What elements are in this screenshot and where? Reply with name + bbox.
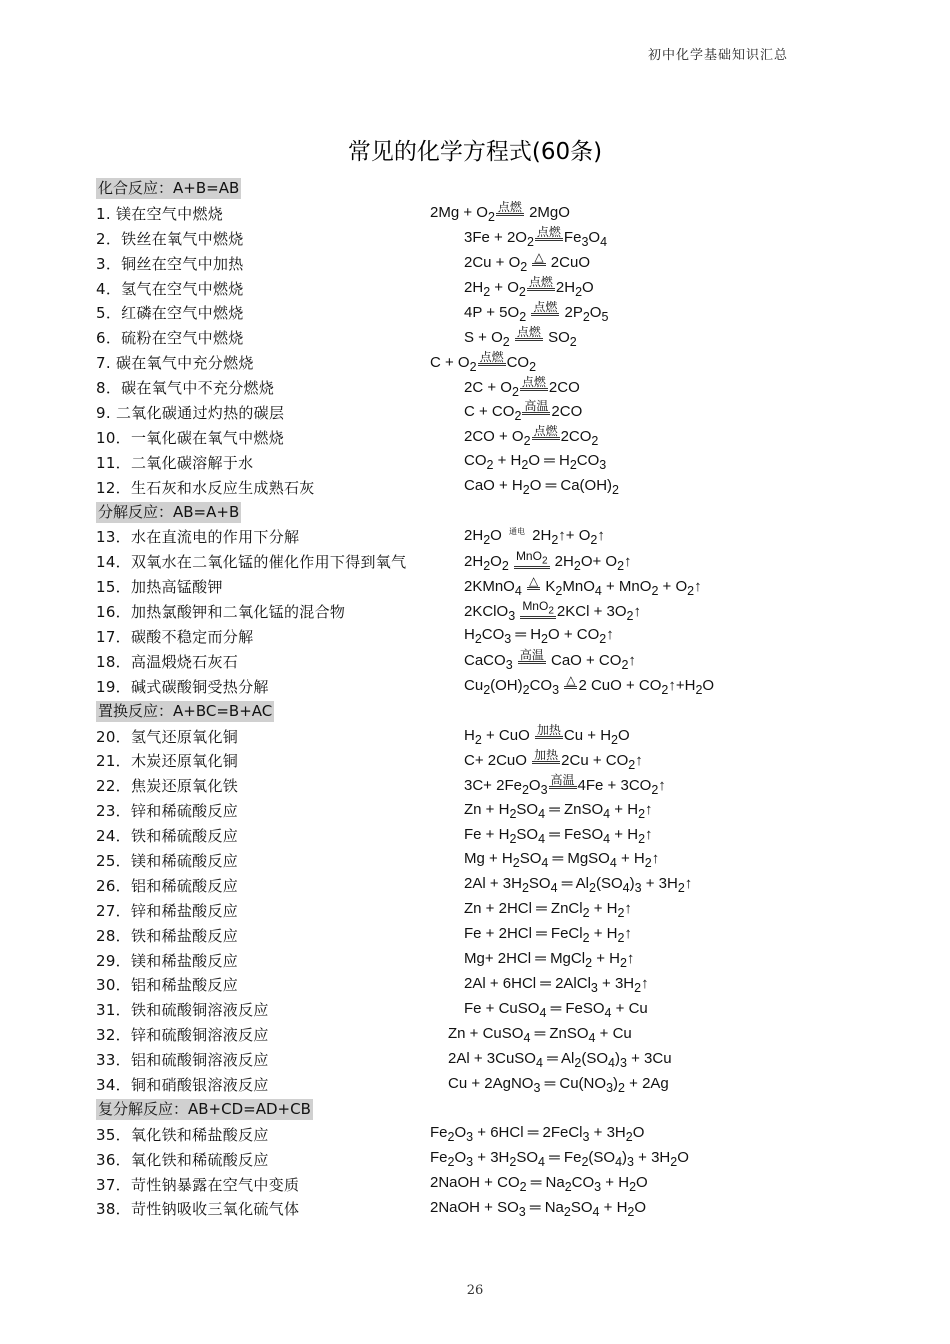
reaction-description: 28．铁和稀盐酸反应: [96, 926, 239, 945]
reaction-description: 8．碳在氧气中不充分燃烧: [96, 379, 275, 398]
reaction-description: 11．二氧化碳溶解于水: [96, 453, 254, 472]
equation-row: [96, 400, 836, 425]
equation-row: [96, 1172, 836, 1197]
reaction-description: 20．氢气还原氧化铜: [96, 727, 239, 746]
equation-row: [96, 1072, 836, 1097]
reaction-description: 19．碱式碳酸铜受热分解: [96, 677, 269, 696]
reaction-description: 14．双氧水在二氧化锰的催化作用下得到氧气: [96, 553, 407, 572]
reaction-description: 1. 镁在空气中燃烧: [96, 204, 224, 223]
chemical-equation: $2H_2O_2$ MnO$_2$ $2H_2O+$ $O_2↑$: [464, 548, 632, 573]
chemical-equation: $2CO + O_2$点燃 $2CO_2$: [464, 424, 599, 449]
section-heading: 化合反应：A+B=AB: [98, 178, 240, 197]
chemical-equation: $3C+ 2Fe_2O_3$高温 $4Fe + 3CO_2↑$: [464, 772, 666, 797]
chemical-equation: 2KMnO$_4$ △ $K_2MnO_4 + MnO_2$ + $O_2↑$: [464, 573, 702, 598]
chemical-equation: CaO + $H_2O$ ═ $Ca(OH)_2$: [464, 477, 619, 498]
chemical-equation: Fe + 2HCl ═ FeCl$_2$ + $H_2↑$: [464, 925, 632, 946]
reaction-description: 27．锌和稀盐酸反应: [96, 901, 239, 920]
reaction-description: 36．氧化铁和稀硫酸反应: [96, 1150, 269, 1169]
equation-row: [96, 997, 836, 1022]
equation-row: [96, 375, 836, 400]
chemical-equation: $Mg + H_2SO_4$ ═ MgSO$_4$ + $H_2↑$: [464, 850, 660, 871]
chemical-equation: Mg+ 2HCl ═ MgCl$_2$ + $H_2↑$: [464, 950, 635, 971]
chemical-equation: Fe + CuSO$_4$ ═ FeSO$_4$ + Cu: [464, 999, 648, 1020]
chemical-equation: $CO_2 + H_2O$ ═ $H_2CO_3$: [464, 452, 607, 473]
chemical-equation: $2H_2O$ 通电 $2H_2↑+$ $O_2↑$: [464, 527, 605, 548]
reaction-description: 23．锌和稀硫酸反应: [96, 802, 239, 821]
equation-row: [96, 748, 836, 773]
equation-row: [96, 873, 836, 898]
reaction-description: 4．氢气在空气中燃烧: [96, 279, 244, 298]
equation-row: [96, 1197, 836, 1222]
equation-row: [96, 1122, 836, 1147]
reaction-description: 29．镁和稀盐酸反应: [96, 951, 239, 970]
equation-row: [96, 948, 836, 973]
chemical-equation: $H_2$ + CuO 加热 $Cu + H_2O$: [464, 723, 630, 748]
equation-row: [96, 599, 836, 624]
chemical-equation: $Fe + H_2SO_4$ ═ FeSO$_4$ + $H_2↑$: [464, 825, 653, 846]
equation-row: [96, 649, 836, 674]
equation-row: [96, 425, 836, 450]
reaction-description: 32．锌和硫酸铜溶液反应: [96, 1026, 269, 1045]
equation-row: [96, 624, 836, 649]
reaction-description: 37．苛性钠暴露在空气中变质: [96, 1175, 300, 1194]
chemical-equation: $2C + O_2$点燃 2CO: [464, 374, 580, 399]
reaction-description: 38．苛性钠吸收三氧化硫气体: [96, 1200, 300, 1219]
equation-row: [96, 350, 836, 375]
equation-row: [96, 574, 836, 599]
reaction-description: 24．铁和稀硫酸反应: [96, 827, 239, 846]
reaction-description: 30．铝和稀盐酸反应: [96, 976, 239, 995]
equation-row: [96, 1147, 836, 1172]
reaction-description: 33．铝和硫酸铜溶液反应: [96, 1051, 269, 1070]
chemical-equation: C+ 2CuO 加热 $2Cu + CO_2↑$: [464, 747, 643, 772]
chemical-equation: $Cu_2(OH)_2CO_3$ △ 2 CuO + $CO_2↑+H_2O$: [464, 673, 715, 698]
equation-row: [96, 450, 836, 475]
chemical-equation: $4P + 5O_2$ 点燃 $2P_2O_5$: [464, 299, 609, 324]
equation-list: [96, 176, 836, 1221]
chemical-equation: 2Al + 6HCl ═ 2AlCl$_3$ + $3H_2↑$: [464, 974, 649, 995]
section-heading-row: [96, 1097, 836, 1122]
reaction-description: 22．焦炭还原氧化铁: [96, 777, 239, 796]
chemical-equation: 2Al + 3CuSO$_4$ ═ $Al_2(SO_4)_3 + 3Cu$: [448, 1049, 672, 1070]
reaction-description: 34．铜和硝酸银溶液反应: [96, 1076, 269, 1094]
section-heading: 置换反应：A+BC=B+AC: [98, 701, 273, 720]
chemical-equation: Cu + 2AgNO$_3$ ═ $Cu(NO_3)_2 + 2Ag$: [448, 1074, 669, 1095]
reaction-description: 2．铁丝在氧气中燃烧: [96, 229, 244, 248]
equation-row: [96, 276, 836, 301]
chemical-equation: $2Al + 3H_2SO_4$ ═ $Al_2(SO_4)_3$ + $3H_2↑$: [464, 875, 693, 896]
reaction-description: 7. 碳在氧气中充分燃烧: [96, 354, 254, 373]
reaction-description: 3．铜丝在空气中加热: [96, 254, 244, 273]
chemical-equation: CaCO$_3$ 高温 CaO + $CO_2↑$: [464, 648, 636, 673]
equation-row: [96, 848, 836, 873]
reaction-description: 16．加热氯酸钾和二氧化锰的混合物: [96, 603, 346, 622]
equation-row: [96, 201, 836, 226]
section-heading: 分解反应：AB=A+B: [98, 502, 240, 521]
page-title: 常见的化学方程式(60条): [347, 139, 603, 165]
reaction-description: 25．镁和稀硫酸反应: [96, 851, 239, 870]
equation-row: [96, 475, 836, 500]
reaction-description: 31．铁和硫酸铜溶液反应: [96, 1001, 269, 1020]
chemical-equation: $2H_2 + O_2$点燃 $2H_2O$: [464, 275, 594, 299]
reaction-description: 5．红磷在空气中燃烧: [96, 304, 244, 323]
equation-row: [96, 724, 836, 749]
chemical-equation: $H_2CO_3$ ═ $H_2O$ + $CO_2↑$: [464, 626, 614, 647]
equation-row: [96, 1022, 836, 1047]
equation-row: [96, 823, 836, 848]
equation-row: [96, 898, 836, 923]
equation-row: [96, 549, 836, 574]
section-heading: 复分解反应：AB+CD=AD+CB: [98, 1099, 311, 1118]
chemical-equation: $C + CO_2$高温 2CO: [464, 399, 583, 424]
equation-row: [96, 524, 836, 549]
reaction-description: 18．高温煅烧石灰石: [96, 652, 239, 671]
equation-row: [96, 226, 836, 251]
chemical-equation: $C + O_2$点燃 $CO_2$: [430, 349, 537, 374]
chemical-equation: Zn + 2HCl ═ ZnCl$_2$ + $H_2↑$: [464, 900, 632, 921]
equation-row: [96, 923, 836, 948]
reaction-description: 6．硫粉在空气中燃烧: [96, 329, 244, 348]
equation-row: [96, 300, 836, 325]
chemical-equation: $3Fe + 2O_2$点燃 $Fe_3O_4$: [464, 225, 608, 250]
equation-row: [96, 251, 836, 276]
section-heading-row: [96, 699, 836, 724]
equation-row: [96, 325, 836, 350]
equation-row: [96, 1047, 836, 1072]
section-heading-row: [96, 500, 836, 525]
reaction-description: 15．加热高锰酸钾: [96, 578, 223, 597]
reaction-description: 17．碳酸不稳定而分解: [96, 627, 254, 646]
equation-row: [96, 798, 836, 823]
running-header: 初中化学基础知识汇总: [647, 48, 788, 63]
chemical-equation: 2NaOH + $CO_2$ ═ $Na_2CO_3 + H_2O$: [430, 1174, 648, 1195]
equation-row: [96, 973, 836, 998]
chemical-equation: Zn + CuSO$_4$ ═ ZnSO$_4$ + Cu: [448, 1024, 632, 1045]
chemical-equation: $Fe_2O_3 + 6HCl$ ═ 2FeCl$_3$ + $3H_2O$: [430, 1124, 645, 1145]
chemical-equation: $S + O_2$ 点燃 $SO_2$: [464, 324, 577, 349]
reaction-description: 21．木炭还原氧化铜: [96, 752, 239, 771]
reaction-description: 12．生石灰和水反应生成熟石灰: [96, 478, 315, 497]
reaction-description: 13．水在直流电的作用下分解: [96, 528, 300, 547]
reaction-description: 9. 二氧化碳通过灼热的碳层: [96, 403, 285, 422]
section-heading-row: [96, 176, 836, 201]
equation-row: [96, 773, 836, 798]
reaction-description: 35．氧化铁和稀盐酸反应: [96, 1125, 269, 1144]
chemical-equation: 2KClO$_3$ MnO$_2$ $2KCl + 3O_2↑$: [464, 598, 641, 623]
page-number: 26: [466, 1283, 484, 1298]
equation-row: [96, 674, 836, 699]
chemical-equation: $Fe_2O_3 + 3H_2SO_4$ ═ $Fe_2(SO_4)_3 + 3H_2O$: [430, 1149, 689, 1170]
chemical-equation: $2Cu + O_2$ △ 2CuO: [464, 250, 590, 275]
chemical-equation: $2Mg + O_2$点燃 2MgO: [430, 200, 570, 225]
reaction-description: 10．一氧化碳在氧气中燃烧: [96, 428, 284, 447]
chemical-equation: $Zn + H_2SO_4$ ═ ZnSO$_4$ + $H_2↑$: [464, 800, 653, 821]
chemical-equation: 2NaOH + $SO_3$ ═ $Na_2SO_4 + H_2O$: [430, 1198, 647, 1219]
reaction-description: 26．铝和稀硫酸反应: [96, 876, 239, 895]
